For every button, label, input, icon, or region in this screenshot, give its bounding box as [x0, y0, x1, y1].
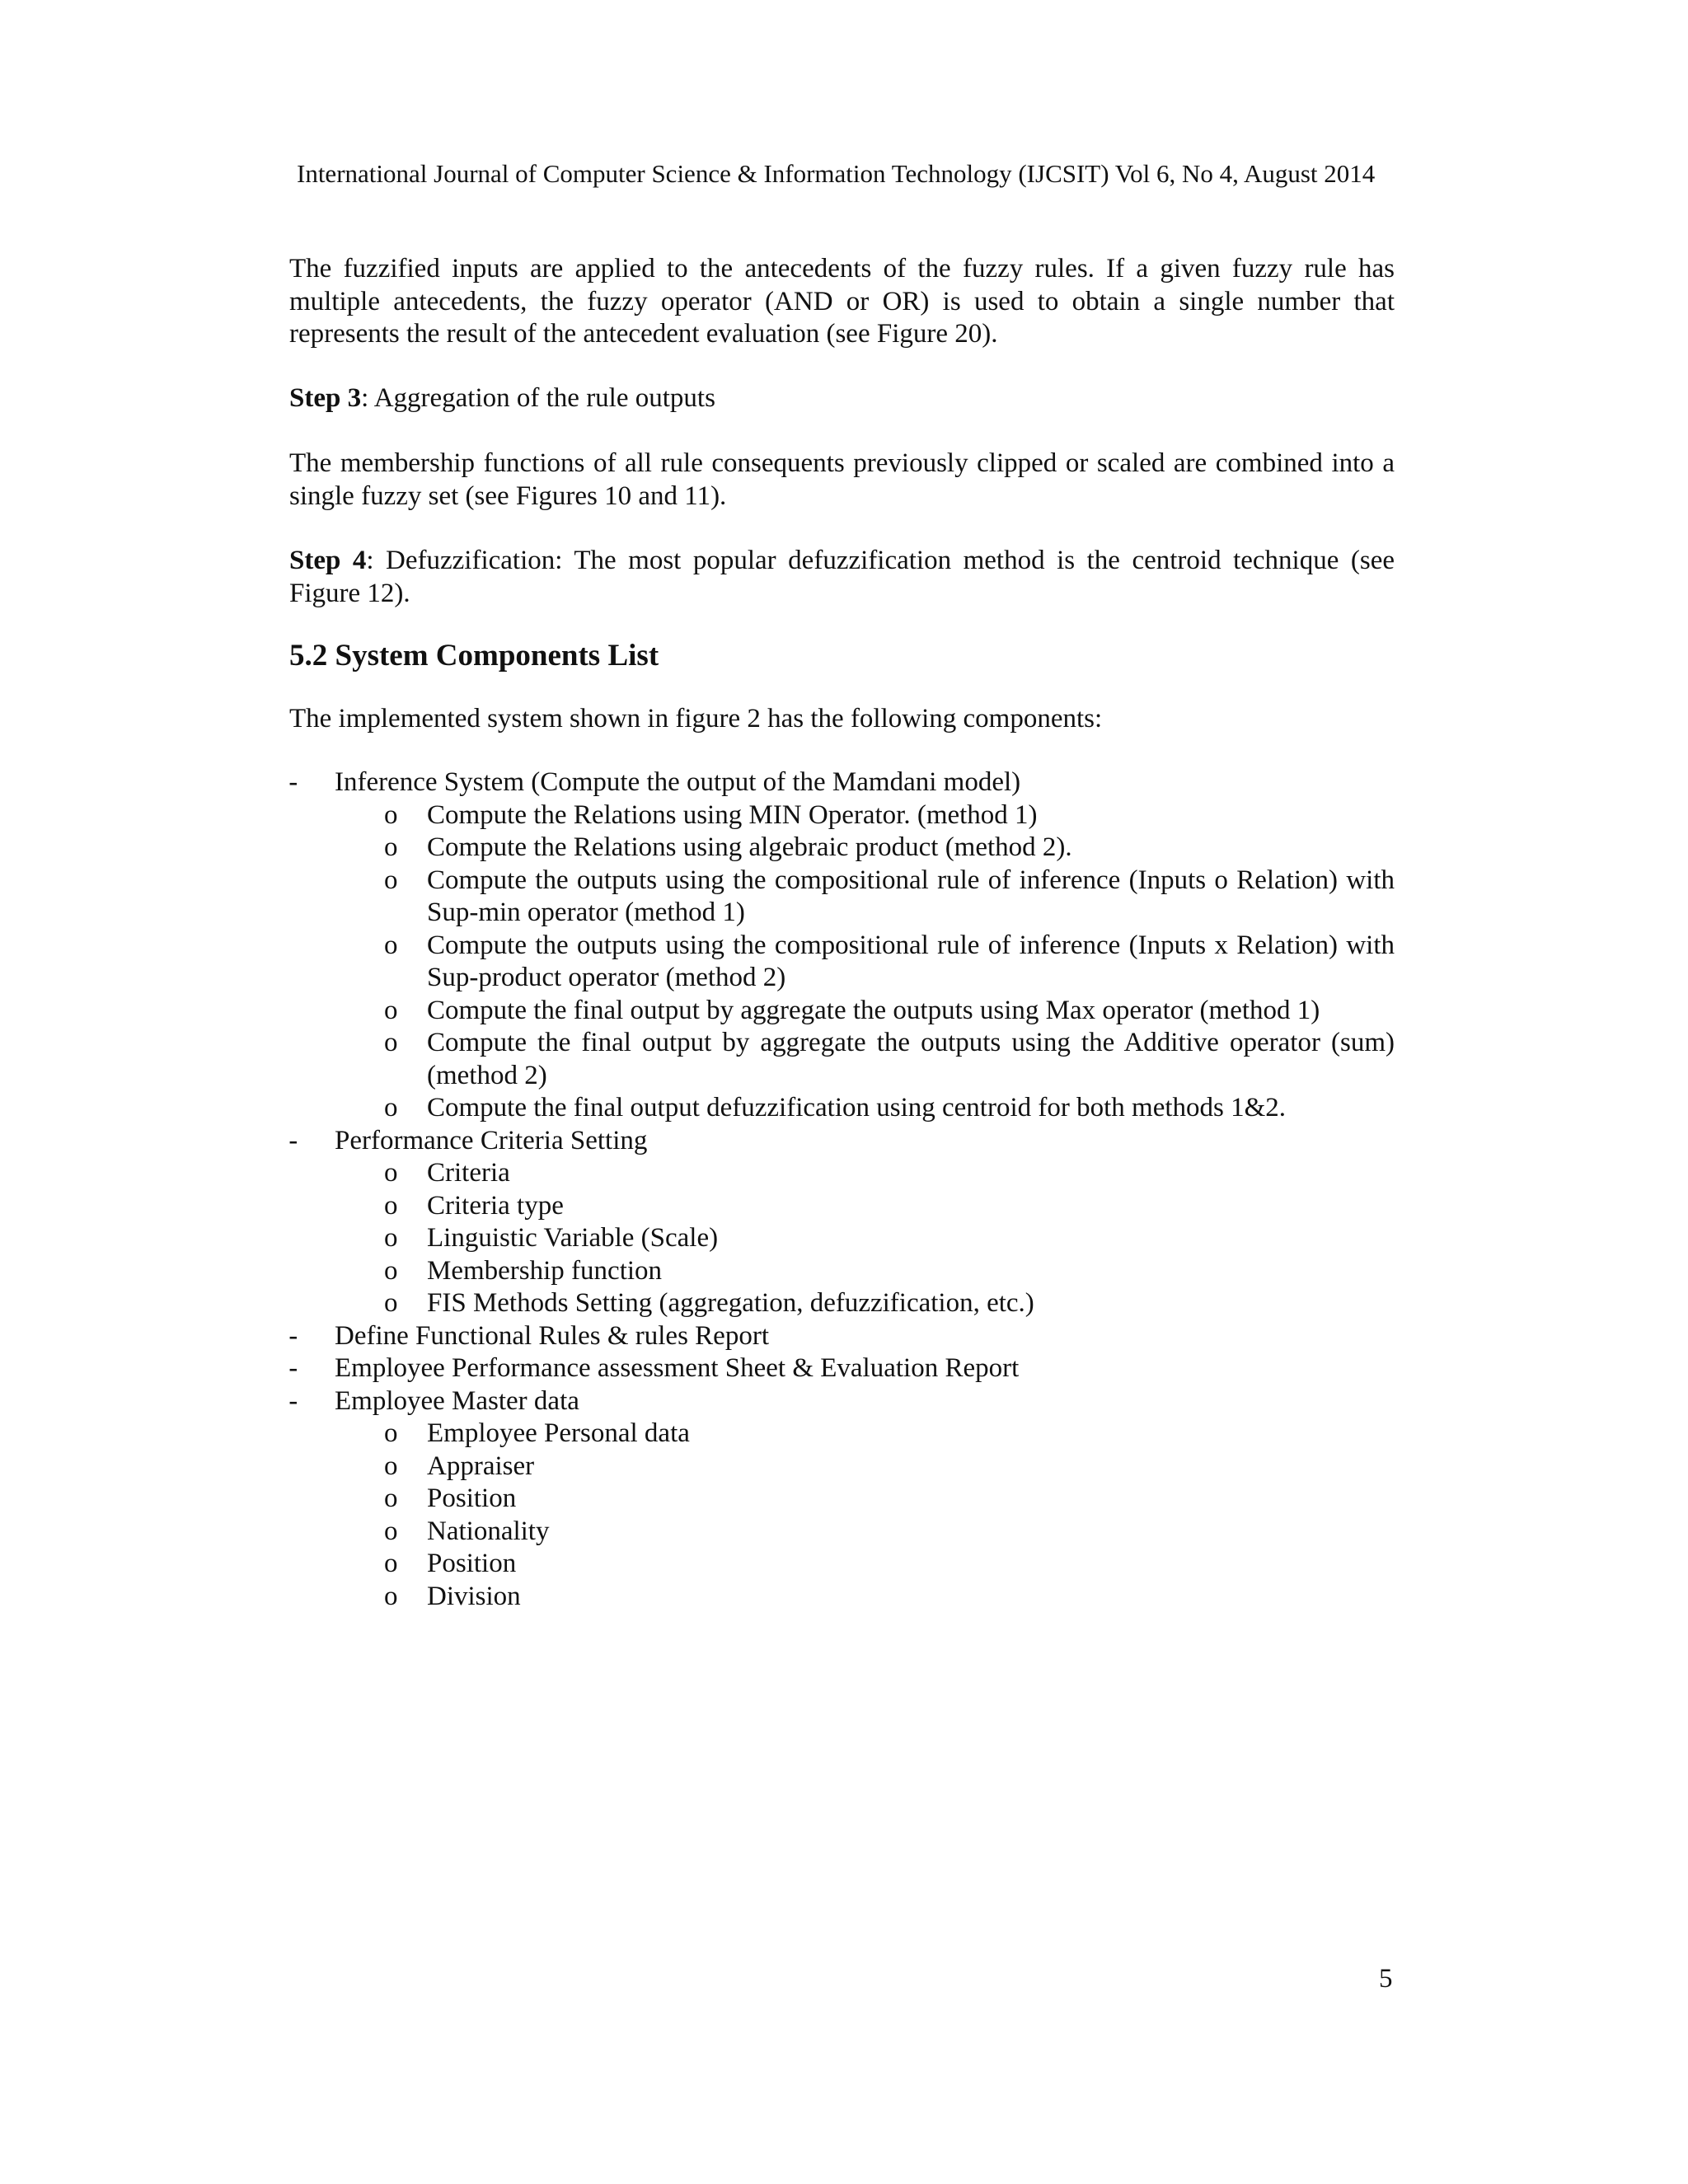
- section-heading-5-2: 5.2 System Components List: [289, 639, 659, 673]
- list-item-label: Performance Criteria Setting: [335, 1125, 648, 1155]
- sub-list-item: [384, 1581, 1395, 1614]
- list-item-label: Define Functional Rules & rules Report: [335, 1320, 769, 1351]
- step-3-line: [289, 382, 715, 415]
- sub-list-item-text: Compute the final output defuzzification using centroid for both methods 1&2.: [427, 1093, 1287, 1122]
- sub-list-item: [384, 1222, 1395, 1255]
- sub-list-item-text: Criteria type: [427, 1190, 564, 1221]
- sub-list-item-text: Compute the Relations using MIN Operator. (method 1): [427, 799, 1038, 830]
- sub-list-item-text: Employee Personal data: [427, 1418, 690, 1448]
- circle-bullet: o: [384, 1418, 398, 1448]
- sub-list-item: [384, 1092, 1395, 1125]
- sub-list-item: [384, 1418, 1395, 1451]
- circle-bullet: o: [384, 1255, 398, 1286]
- paragraph-components-intro: The implemented system shown in figure 2 has the following components:: [289, 704, 1103, 733]
- sub-list-item: [384, 1548, 1395, 1581]
- circle-bullet: o: [384, 1581, 398, 1611]
- sub-list-item: [384, 799, 1395, 832]
- sub-list-item: [384, 1287, 1395, 1320]
- circle-bullet: o: [384, 1028, 398, 1057]
- circle-bullet: o: [384, 1190, 398, 1221]
- page-number: 5: [1379, 1964, 1393, 1994]
- sub-list-item: [384, 865, 1395, 930]
- circle-bullet: o: [384, 1451, 398, 1481]
- list-item-inference-system: [288, 766, 1395, 799]
- paragraph-membership-functions: The membership functions of all rule consequents previously clipped or scaled are combined into a single fuzzy set (see Figures 10 and 11).: [289, 448, 1395, 511]
- dash-bullet: -: [288, 1385, 298, 1417]
- sub-list-item: [384, 1451, 1395, 1483]
- list-item-label: Employee Performance assessment Sheet & Evaluation Report: [335, 1353, 1020, 1383]
- sub-list-item: [384, 1027, 1395, 1092]
- sub-list-item-text: Nationality: [427, 1516, 550, 1546]
- sub-list-item-text: Membership function: [427, 1255, 663, 1286]
- circle-bullet: o: [384, 1288, 398, 1318]
- circle-bullet: o: [384, 1516, 398, 1546]
- paragraph-fuzzified-inputs: The fuzzified inputs are applied to the antecedents of the fuzzy rules. If a given fuzzy rule has multiple antecedents, the fuzzy operator (AND or OR) is used to obtain a single number that represents the result of the antecedent evaluation (see Figure 20).: [289, 254, 1395, 349]
- sub-list-item-text: Compute the outputs using the compositional rule of inference (Inputs x Relation) with Sup-product operator (method 2): [427, 930, 1395, 992]
- sub-list-item-text: Position: [427, 1549, 517, 1578]
- running-header: International Journal of Computer Science & Information Technology (IJCSIT) Vol 6, No 4, August 2014: [297, 159, 1376, 188]
- system-components-list: [0, 766, 1688, 1613]
- circle-bullet: o: [384, 865, 398, 895]
- step-4-text: : Defuzzification: The most popular defuzzification method is the centroid technique (see Figure 12).: [289, 546, 1395, 608]
- step-3-text: : Aggregation of the rule outputs: [361, 383, 715, 413]
- sub-list-item-text: Appraiser: [427, 1451, 535, 1481]
- sub-list-item: [384, 832, 1395, 865]
- sub-list-item: [384, 1483, 1395, 1516]
- sub-list-item-text: Criteria: [427, 1158, 510, 1188]
- sub-list-item: [384, 995, 1395, 1028]
- circle-bullet: o: [384, 1158, 398, 1188]
- sub-list-item: [384, 930, 1395, 995]
- sub-list-item: [384, 1157, 1395, 1190]
- circle-bullet: o: [384, 930, 398, 960]
- sub-list-item-text: Compute the final output by aggregate the outputs using the Additive operator (sum) (method 2): [427, 1028, 1395, 1090]
- dash-bullet: -: [288, 1124, 298, 1156]
- sub-list-item: [384, 1516, 1395, 1549]
- list-item-performance-criteria: [288, 1124, 1395, 1158]
- list-item-label: Employee Master data: [335, 1385, 579, 1416]
- list-item-label: Inference System (Compute the output of the Mamdani model): [335, 767, 1021, 797]
- sub-list-item-text: FIS Methods Setting (aggregation, defuzzification, etc.): [427, 1288, 1034, 1318]
- sub-list-item-text: Compute the outputs using the compositional rule of inference (Inputs o Relation) with Sup-min operator (method 1): [427, 865, 1395, 927]
- circle-bullet: o: [384, 1223, 398, 1253]
- dash-bullet: -: [288, 1319, 298, 1352]
- sub-list-item-text: Compute the Relations using algebraic product (method 2).: [427, 832, 1072, 862]
- sub-list-item: [384, 1255, 1395, 1288]
- list-item-performance-assessment: [288, 1352, 1395, 1385]
- sub-list-item-text: Compute the final output by aggregate the outputs using Max operator (method 1): [427, 995, 1320, 1025]
- sub-list-item: [384, 1190, 1395, 1223]
- circle-bullet: o: [384, 799, 398, 830]
- dash-bullet: -: [288, 1352, 298, 1384]
- circle-bullet: o: [384, 995, 398, 1025]
- step-4-label: Step 4: [289, 546, 367, 575]
- step-4-paragraph: [289, 545, 1395, 610]
- circle-bullet: o: [384, 1093, 398, 1122]
- circle-bullet: o: [384, 832, 398, 862]
- list-item-functional-rules: [288, 1319, 1395, 1353]
- list-item-employee-master-data: [288, 1385, 1395, 1418]
- step-3-label: Step 3: [289, 383, 362, 413]
- sub-list-item-text: Position: [427, 1483, 517, 1513]
- circle-bullet: o: [384, 1483, 398, 1513]
- circle-bullet: o: [384, 1549, 398, 1578]
- dash-bullet: -: [288, 766, 298, 798]
- sub-list-item-text: Division: [427, 1581, 521, 1611]
- sub-list-item-text: Linguistic Variable (Scale): [427, 1223, 719, 1253]
